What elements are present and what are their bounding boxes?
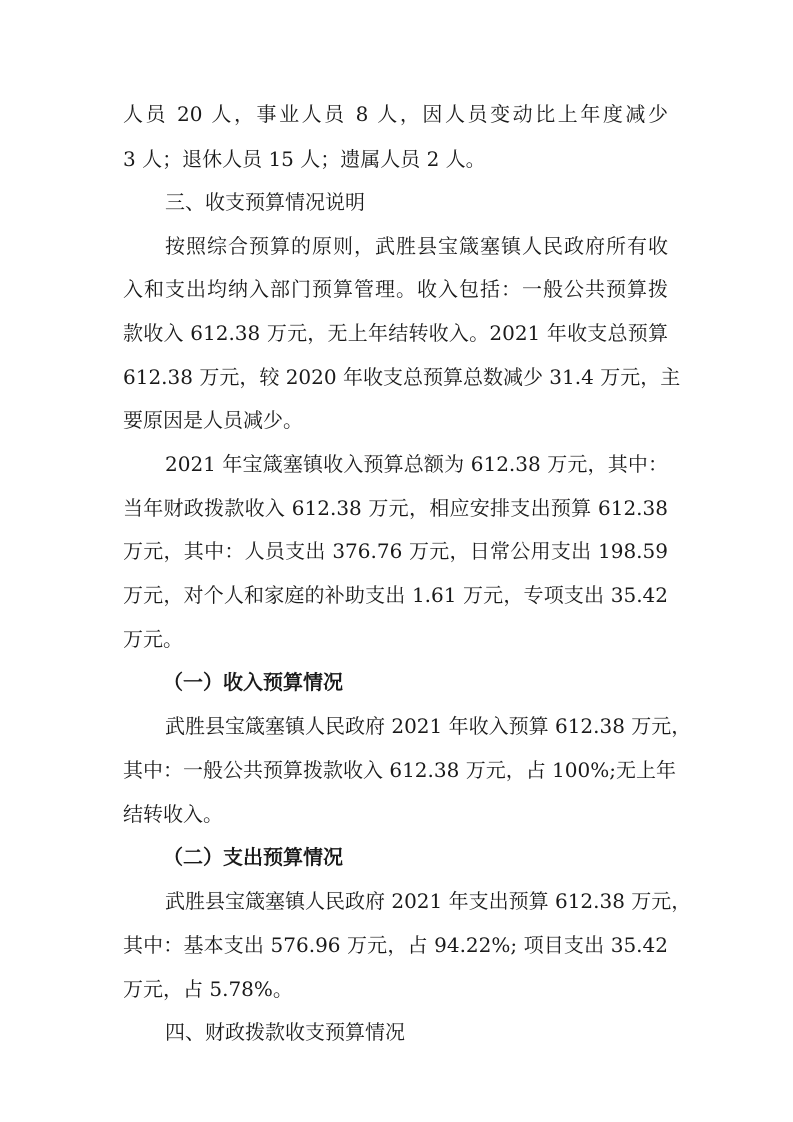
body-text-line: 3 人；退休人员 15 人；遗属人员 2 人。 bbox=[123, 147, 486, 171]
body-text-line: 万元，对个人和家庭的补助支出 1.61 万元，专项支出 35.42 bbox=[123, 583, 668, 607]
subsection-heading-income: （一）收入预算情况 bbox=[163, 670, 343, 694]
body-text-line: 武胜县宝箴塞镇人民政府 2021 年收入预算 612.38 万元， bbox=[165, 714, 692, 738]
subsection-heading-expenditure: （二）支出预算情况 bbox=[163, 845, 343, 869]
section-heading-4: 四、财政拨款收支预算情况 bbox=[165, 1020, 405, 1044]
body-text-line: 2021 年宝箴塞镇收入预算总额为 612.38 万元，其中： bbox=[165, 452, 668, 476]
body-text-line: 按照综合预算的原则，武胜县宝箴塞镇人民政府所有收 bbox=[165, 234, 668, 258]
body-text-line: 其中：基本支出 576.96 万元，占 94.22%; 项目支出 35.42 bbox=[123, 933, 668, 957]
body-text-line: 人员 20 人，事业人员 8 人，因人员变动比上年度减少 bbox=[123, 102, 668, 126]
body-text-line: 入和支出均纳入部门预算管理。收入包括：一般公共预算拨 bbox=[123, 277, 668, 301]
body-text-line: 当年财政拨款收入 612.38 万元，相应安排支出预算 612.38 bbox=[123, 496, 668, 520]
body-text-line: 万元，占 5.78%。 bbox=[123, 977, 293, 1001]
body-text-line: 612.38 万元，较 2020 年收支总预算总数减少 31.4 万元，主 bbox=[123, 365, 681, 389]
body-text-line: 结转收入。 bbox=[123, 802, 223, 826]
body-text-line: 要原因是人员减少。 bbox=[123, 408, 303, 432]
body-text-line: 万元。 bbox=[123, 627, 183, 651]
body-text-line: 款收入 612.38 万元，无上年结转收入。2021 年收支总预算 bbox=[123, 321, 668, 345]
body-text-line: 万元，其中：人员支出 376.76 万元，日常公用支出 198.59 bbox=[123, 539, 668, 563]
body-text-line: 武胜县宝箴塞镇人民政府 2021 年支出预算 612.38 万元， bbox=[165, 889, 692, 913]
section-heading-3: 三、收支预算情况说明 bbox=[165, 190, 365, 214]
body-text-line: 其中：一般公共预算拨款收入 612.38 万元，占 100%;无上年 bbox=[123, 758, 676, 782]
